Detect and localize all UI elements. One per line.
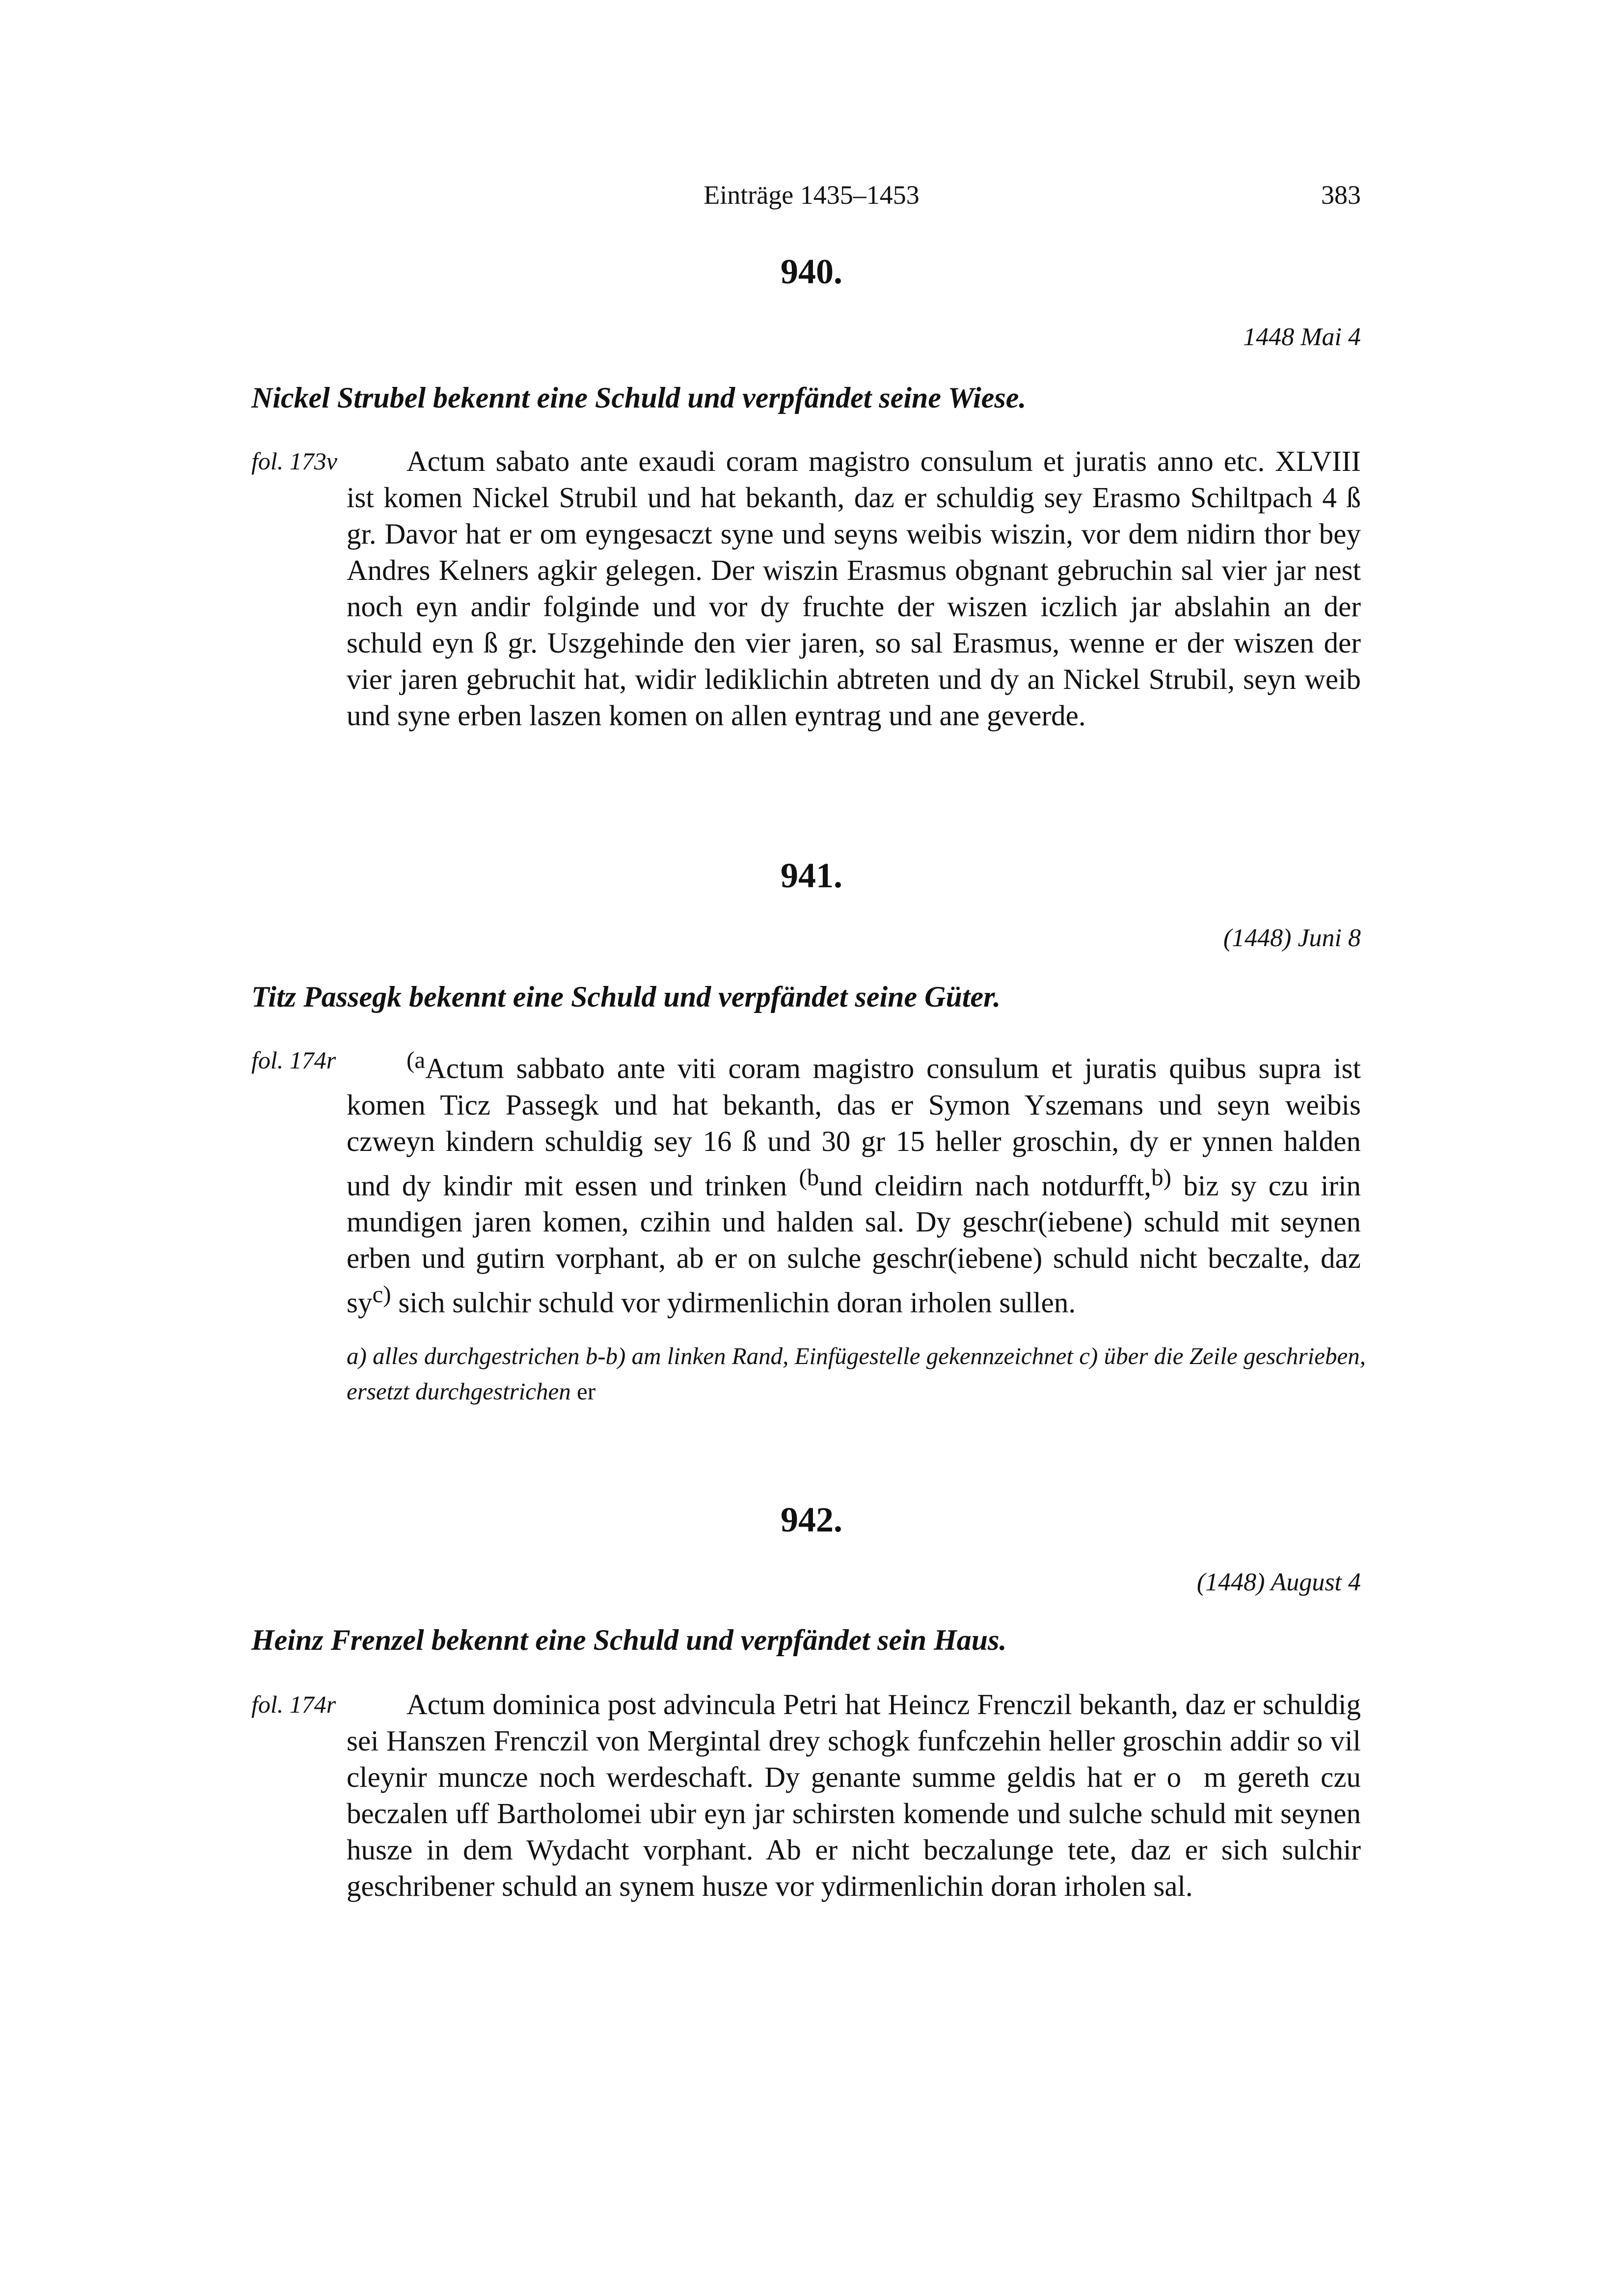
running-title: Einträge 1435–1453 xyxy=(703,180,920,210)
text-segment: sich sulchir schuld vor ydirmenlichin doran irholen sullen. xyxy=(391,1286,1076,1319)
entry-date: (1448) August 4 xyxy=(1196,1568,1361,1596)
entry-title: Titz Passegk bekennt eine Schuld und verpfändet seine Güter. xyxy=(251,981,1001,1013)
text-segment: und cleidirn nach notdurfft, xyxy=(819,1169,1152,1202)
folio-reference: fol. 174r xyxy=(251,1046,336,1074)
entry-text: Actum dominica post advincula Petri hat Heincz Frenczil bekanth, daz er schuldig sei Hanszen Frenczil von Mergintal drey schogk funfczehin heller groschin addir so vil cleynir muncze noch werdeschaft. Dy genante summe geldis hat er oᷫm gereth czu beczalen uff Bartholomei ubir eyn jar schirsten komende und sulche schuld mit seynen husze in dem Wydacht vorphant. Ab er nicht beczalunge tete, daz er sich sulchir geschribener schuld an synem husze vor ydirmenlichin doran irholen sal. xyxy=(347,1688,1361,1902)
entry-text: Actum sabato ante exaudi coram magistro consulum et juratis anno etc. XLVIII ist komen Nickel Strubil und hat bekanth, daz er schuldig sey Erasmo Schiltpach 4 ß gr. Davor hat er om eyngesaczt syne und seyns weibis wiszin, vor dem nidirn thor bey Andres Kelners agkir gelegen. Der wiszin Erasmus obgnant gebruchin sal vier jar nest noch eyn andir folginde und vor dy fruchte der wiszen iczlich jar abslahin an der schuld eyn ß gr. Uszgehinde den vier jaren, so sal Erasmus, wenne er der wiszen der vier jaren gebruchit hat, widir lediklichin abtreten und dy an Nickel Strubil, seyn weib und syne erben laszen komen on allen eyntrag und ane geverde. xyxy=(347,445,1361,732)
footnote-text-roman: er xyxy=(570,1378,596,1405)
footnote-marker: (a xyxy=(406,1046,426,1073)
text-segment: Actum sabbato ante viti coram magistro consulum et juratis quibus supra ist komen Ticz Passegk und hat bekanth, das er Symon Yszemans und seyn weibis czweyn kindern schuldig sey 16 ß und 30 gr 15 heller groschin, dy er ynnen halden und dy kindir mit essen und trinken xyxy=(347,1052,1361,1202)
entry-number: 941. xyxy=(781,856,842,895)
footnote-marker: b) xyxy=(1151,1163,1172,1191)
text-segment: biz sy czu irin mundigen jaren komen, czihin und halden sal. Dy geschr(iebene) schuld mit seynen erben und gutirn vorphant, ab er on sulche geschr(iebene) schuld nicht beczalte, daz sy xyxy=(347,1169,1361,1319)
footnote-marker: (b xyxy=(799,1163,819,1191)
folio-reference: fol. 173v xyxy=(251,447,337,475)
page-number: 383 xyxy=(1321,180,1361,210)
entry-number: 942. xyxy=(781,1500,842,1539)
entry-date: 1448 Mai 4 xyxy=(1243,323,1361,351)
footnote-marker: c) xyxy=(372,1281,391,1308)
footnotes xyxy=(347,1339,1368,1409)
entry-date: (1448) Juni 8 xyxy=(1223,924,1361,952)
entry-title: Heinz Frenzel bekennt eine Schuld und verpfändet sein Haus. xyxy=(251,1624,1007,1656)
entry-text xyxy=(347,1042,1361,1321)
entry-title: Nickel Strubel bekennt eine Schuld und verpfändet seine Wiese. xyxy=(251,382,1027,414)
footnote-text: a) alles durchgestrichen b-b) am linken Rand, Einfügestelle gekennzeichnet c) über die Zeile geschrieben, ersetzt durchgestrichen xyxy=(347,1342,1366,1405)
entry-number: 940. xyxy=(781,252,842,291)
folio-reference: fol. 174r xyxy=(251,1691,336,1718)
